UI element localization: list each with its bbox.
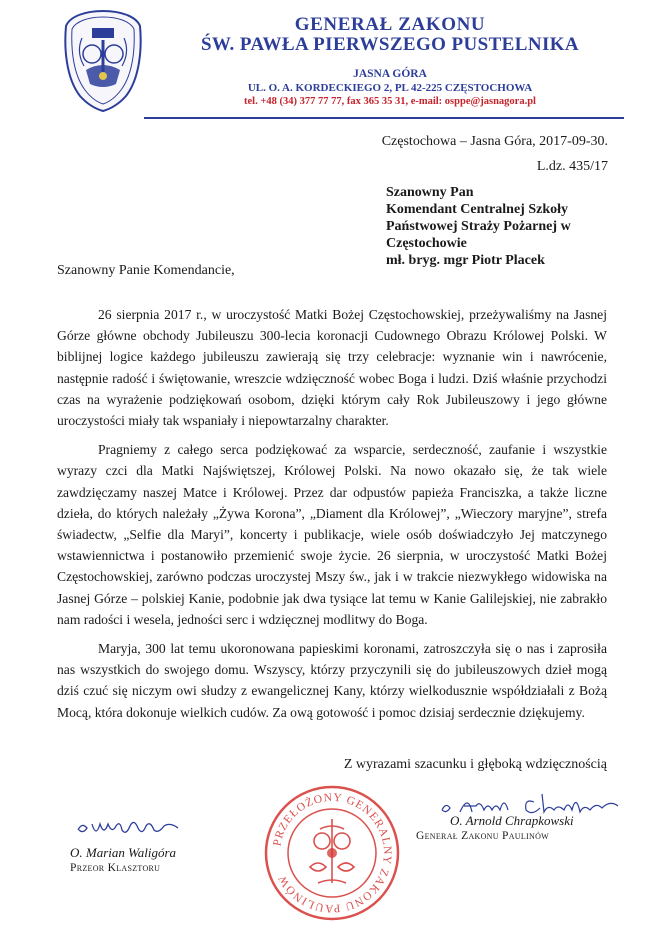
recipient-line: Częstochowie	[386, 236, 467, 251]
body-paragraph: Pragniemy z całego serca podziękować za wsparcie, serdeczność, zaufanie i wszystkie wyrazy czci dla Matki Najświętszej, Królowej Polski. Na nowo okazało się, że tak wiele zawdzięczamy naszej Matce i Królowej. Przez dar odpustów papieża Franciszka, a także liczne dzieła, do których należały „Żywa Korona”, „Diament dla Królowej”, „Wieczory maryjne”, strefa świadectw, „Selfie dla Maryi”, koncerty i publikacje, wiele osób doświadczyło Jej matczynego wstawiennictwa i postanowiło przemienić swoje życie. 26 sierpnia, w uroczystość Matki Bożej Częstochowskiej, zarówno podczas uroczystej Mszy św., jak i w trakcie niezwykłego widowiska na Jasnej Górze – polskiej Kanie, podobnie jak dwa tysiące lat temu w Kanie Galilejskiej, nie zabrakło nam radości i wesela, jedności serc i wdzięcznej modlitwy do Boga.	[57, 442, 607, 627]
body-paragraph: 26 sierpnia 2017 r., w uroczystość Matki Bożej Częstochowskiej, przeżywaliśmy na Jasnej Górze główne obchody Jubileuszu 300-lecia koronacji Cudownego Obrazu Królowej Polski. W biblijnej logice każdego jubileuszu zawierają się trzy celebracje: wyznanie win i nawrócenie, następnie radość i świętowanie, wreszcie wdzięczność wobec Boga i ludzi. Dziś właśnie przychodzi czas na wyrażenie podziękowań osobom, dzięki którym cały Rok Jubileuszowy i jego główne uroczystości miały tak wspaniały i niepowtarzalny charakter.	[57, 307, 607, 429]
recipient-line: Państwowej Straży Pożarnej w	[386, 219, 571, 234]
signatory-left-title: Przeor Klasztoru	[70, 862, 161, 874]
closing-line: Z wyrazami szacunku i głęboką wdzięcznością	[343, 757, 607, 772]
handwritten-signature-left	[74, 812, 184, 842]
letterhead-location: JASNA GÓRA	[353, 68, 427, 80]
signatory-right-name: O. Arnold Chrapkowski	[450, 813, 574, 828]
date-line: Częstochowa – Jasna Góra, 2017-09-30.	[381, 134, 608, 149]
letterhead-address: UL. O. A. KORDECKIEGO 2, PL 42-225 CZĘSTOCHOWA	[247, 82, 533, 94]
letterhead-title: GENERAŁ ZAKONU	[294, 14, 486, 35]
seal-stamp-icon	[262, 783, 402, 923]
recipient-block	[386, 184, 616, 269]
signatory-right-title: Generał Zakonu Paulinów	[416, 830, 550, 842]
letterhead-subtitle: ŚW. PAWŁA PIERWSZEGO PUSTELNIKA	[200, 34, 580, 55]
recipient-line: Komendant Centralnej Szkoły	[386, 202, 568, 217]
body-paragraph: Maryja, 300 lat temu ukoronowana papieskimi koronami, zatroszczyła się o nas i zaprosiła nas wszystkich do swojego domu. Wszyscy, którzy przyczynili się do jubileuszowych dzieł mogą dziś czuć się niczym owi słudzy z ewangelicznej Kany, którzy wielkodusznie współdziałali z Bożą Mocą, która dokonuje wielkich cudów. Za ową gotowość i pomoc dzisiaj serdecznie dziękujemy.	[57, 641, 607, 720]
order-crest-icon	[62, 8, 144, 112]
reference-number: L.dz. 435/17	[536, 159, 608, 174]
letter-body	[57, 304, 607, 731]
recipient-line: mł. bryg. mgr Piotr Placek	[386, 253, 545, 268]
salutation: Szanowny Panie Komendancie,	[57, 263, 235, 278]
letterhead-divider	[144, 117, 624, 119]
recipient-line: Szanowny Pan	[386, 185, 474, 200]
svg-text:PRZEŁOŻONY GENERALNY ZAKONU PA: PRZEŁOŻONY GENERALNY ZAKONU PAULINÓW	[271, 791, 394, 915]
signatory-left-name: O. Marian Waligóra	[70, 845, 177, 860]
letterhead-contact: tel. +48 (34) 377 77 77, fax 365 35 31, e-mail: osppe@jasnagora.pl	[244, 96, 536, 107]
